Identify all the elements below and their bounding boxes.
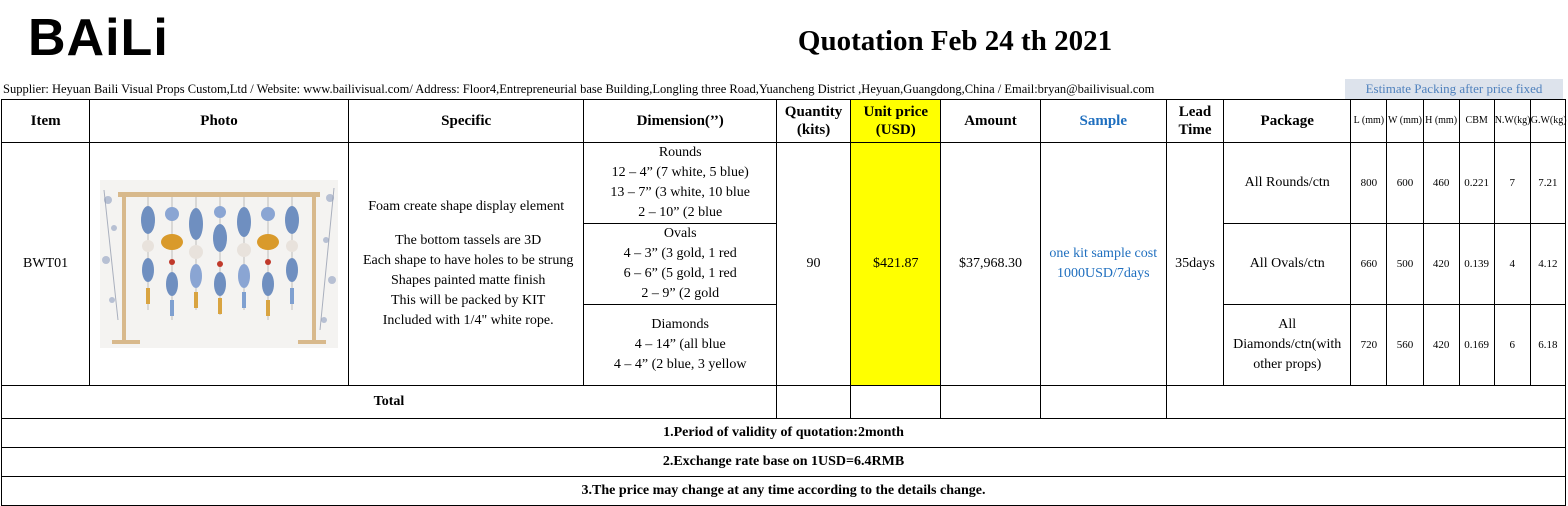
col-item: Item (2, 100, 90, 143)
specific-line: This will be packed by KIT (390, 293, 546, 308)
specific-line: The bottom tassels are 3D (395, 233, 542, 248)
table-row (2, 143, 1566, 224)
quotation-table (1, 99, 1566, 506)
note-price-change: 3.The price may change at any time according to the details change. (2, 477, 1566, 506)
sample-value: one kit sample cost 1000USD/7days (1040, 143, 1166, 386)
company-logo: BAiLi (28, 9, 169, 67)
total-label: Total (2, 386, 777, 419)
pkg-w: 500 (1387, 224, 1423, 305)
dimension-title: Diamonds (651, 317, 709, 332)
dimension-line: 2 – 9” (2 gold (641, 286, 720, 301)
col-sample: Sample (1040, 100, 1166, 143)
col-package: Package (1224, 100, 1351, 143)
col-gw: G.W(kg) (1530, 100, 1565, 143)
pkg-w: 600 (1387, 143, 1423, 224)
page-title: Quotation Feb 24 th 2021 (797, 25, 1113, 57)
total-quantity (776, 386, 850, 419)
note-row (2, 448, 1566, 477)
package-name: All Rounds/ctn (1224, 143, 1351, 224)
product-photo (100, 180, 338, 348)
col-cbm: CBM (1459, 100, 1494, 143)
pkg-gw: 6.18 (1530, 305, 1565, 386)
dimension-line: 6 – 6” (5 gold, 1 red (623, 266, 737, 281)
dimension-line: 4 – 3” (3 gold, 1 red (623, 246, 737, 261)
package-name: All Diamonds/ctn(with other props) (1224, 305, 1351, 386)
col-nw: N.W(kg) (1494, 100, 1530, 143)
hanging-display-illustration (100, 180, 338, 348)
dimension-line: 4 – 4” (2 blue, 3 yellow (613, 357, 747, 372)
col-unit-price: Unit price (USD) (851, 100, 941, 143)
specific-line: Included with 1/4" white rope. (382, 313, 554, 328)
dimension-rounds (584, 143, 776, 224)
product-photo-cell (90, 143, 349, 386)
header-row (2, 100, 1566, 143)
total-amount (941, 386, 1040, 419)
note-row (2, 477, 1566, 506)
specific-line: Shapes painted matte finish (390, 273, 546, 288)
col-specific: Specific (348, 100, 584, 143)
col-photo: Photo (90, 100, 349, 143)
specific-lead: Foam create shape display element (368, 199, 565, 214)
total-sample (1040, 386, 1166, 419)
pkg-nw: 4 (1494, 224, 1530, 305)
pkg-gw: 4.12 (1530, 224, 1565, 305)
pkg-l: 800 (1351, 143, 1387, 224)
col-dimension: Dimension(’’) (584, 100, 776, 143)
pkg-nw: 6 (1494, 305, 1530, 386)
col-w: W (mm) (1387, 100, 1423, 143)
dimension-title: Ovals (663, 226, 697, 241)
quantity-value: 90 (776, 143, 850, 386)
supplier-info: Supplier: Heyuan Baili Visual Props Custom,Ltd / Website: www.bailivisual.com/ Address: Floor4,Entrepreneurial base Building,Longling three Road,Yuancheng District ,Heyuan,Guangdong,China / Email:bryan@bailivisual.com (3, 82, 1155, 96)
pkg-gw: 7.21 (1530, 143, 1565, 224)
unit-price-value: $421.87 (851, 143, 941, 386)
dimension-line: 4 – 14” (all blue (634, 337, 726, 352)
pkg-cbm: 0.139 (1459, 224, 1494, 305)
pkg-cbm: 0.221 (1459, 143, 1494, 224)
note-validity: 1.Period of validity of quotation:2month (2, 419, 1566, 448)
total-row (2, 386, 1566, 419)
note-exchange-rate: 2.Exchange rate base on 1USD=6.4RMB (2, 448, 1566, 477)
lead-time-value: 35days (1166, 143, 1223, 386)
total-rest (1166, 386, 1565, 419)
col-lead-time: Lead Time (1166, 100, 1223, 143)
pkg-h: 420 (1423, 305, 1459, 386)
note-row (2, 419, 1566, 448)
estimate-note: Estimate Packing after price fixed (1345, 79, 1563, 99)
amount-value: $37,968.30 (941, 143, 1040, 386)
dimension-title: Rounds (658, 145, 702, 160)
col-l: L (mm) (1351, 100, 1387, 143)
specific-line: Each shape to have holes to be strung (363, 253, 574, 268)
pkg-l: 660 (1351, 224, 1387, 305)
dimension-ovals (584, 224, 776, 305)
dimension-line: 12 – 4” (7 white, 5 blue) (611, 165, 749, 180)
pkg-nw: 7 (1494, 143, 1530, 224)
specific-cell (348, 143, 584, 386)
total-unit-price (851, 386, 941, 419)
item-code: BWT01 (2, 143, 90, 386)
pkg-h: 420 (1423, 224, 1459, 305)
dimension-line: 2 – 10” (2 blue (638, 205, 723, 220)
col-amount: Amount (941, 100, 1040, 143)
dimension-diamonds (584, 305, 776, 386)
col-quantity: Quantity (kits) (776, 100, 850, 143)
pkg-h: 460 (1423, 143, 1459, 224)
pkg-l: 720 (1351, 305, 1387, 386)
col-h: H (mm) (1423, 100, 1459, 143)
package-name: All Ovals/ctn (1224, 224, 1351, 305)
pkg-w: 560 (1387, 305, 1423, 386)
pkg-cbm: 0.169 (1459, 305, 1494, 386)
dimension-line: 13 – 7” (3 white, 10 blue (610, 185, 750, 200)
